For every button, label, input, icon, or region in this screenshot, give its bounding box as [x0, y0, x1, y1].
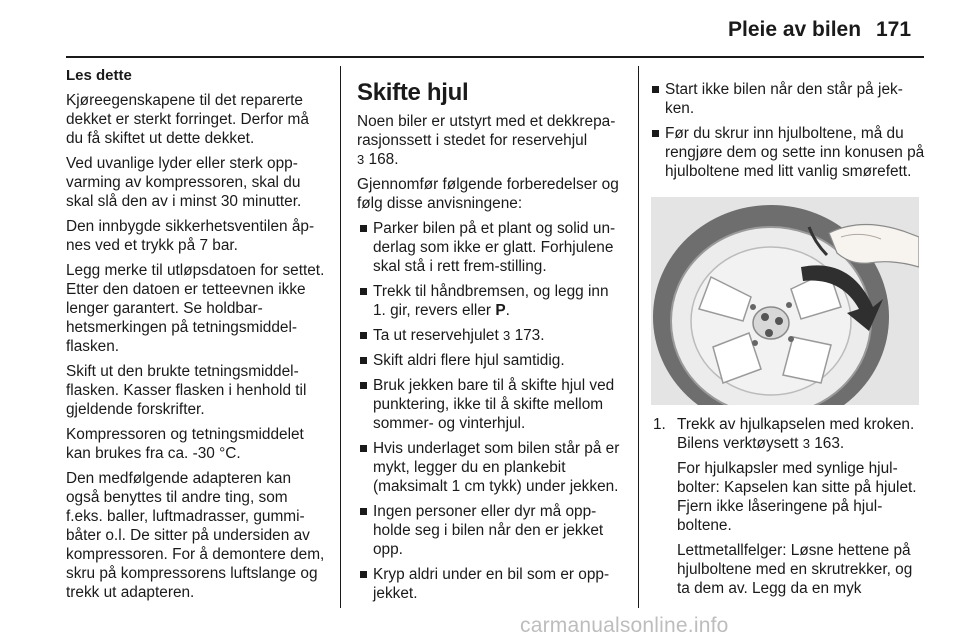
wheel-cover-illustration	[651, 197, 919, 405]
paragraph: Kjøreegenskapene til det reparerte dekket er sterkt forringet. Derfor må du få skiftet ut dette dekket.	[66, 92, 309, 147]
intro-text: Noen biler er utstyrt med et dekkreparasjonssett i stedet for reservehjul	[357, 113, 616, 149]
column-1	[66, 66, 328, 608]
column-divider-1	[340, 66, 341, 608]
column-2	[357, 80, 623, 609]
bullet-item: Start ikke bilen når den står på jekken.	[649, 80, 925, 118]
note-heading: Les dette	[66, 67, 132, 84]
bullet-item: Før du skrur inn hjulboltene, må du rengjøre dem og sette inn konusen på hjulboltene med litt vanlig smørefett.	[649, 124, 925, 181]
step-paragraph: For hjulkapsler med synlige hjulbolter: Kapselen kan sitte på hjulet. Fjern ikke låseringene på hjulboltene.	[677, 460, 917, 534]
bullet-item: Kryp aldri under en bil som er oppjekket.	[357, 565, 623, 603]
column-3	[649, 80, 925, 604]
header-rule	[66, 56, 924, 58]
header-title: Pleie av bilen	[728, 18, 862, 41]
intro-paragraph	[357, 112, 623, 169]
step-paragraph: Lettmetallfelger: Løsne hettene på hjulboltene med en skrutrekker, og ta dem av. Legg da en myk	[677, 542, 913, 597]
step-1	[649, 415, 925, 598]
page-reference-link[interactable]: 168.	[368, 151, 399, 168]
page-reference-link[interactable]: 173.	[514, 327, 545, 344]
step-text: Trekk av hjulkapselen med kroken. Bilens verktøysett 3 163.	[677, 416, 915, 452]
reference-arrow-icon: 3	[357, 152, 365, 167]
step-number: 1.	[653, 416, 666, 433]
watermark: carmanualsonline.info	[520, 614, 729, 637]
section-heading: Skifte hjul	[357, 79, 469, 106]
paragraph: Skift ut den brukte tetningsmiddelflasken. Kasser flasken i henhold til gjeldende forskrifter.	[66, 363, 307, 418]
bullet-item: Ingen personer eller dyr må oppholde seg i bilen når den er jekket opp.	[357, 502, 623, 559]
column-divider-2	[638, 66, 639, 608]
bullet-item: Skift aldri flere hjul samtidig.	[357, 351, 623, 370]
bullet-item: Hvis underlaget som bilen står på er mykt, legger du en plankebit (maksimalt 1 cm tykk) under jekken.	[357, 439, 623, 496]
page-header	[0, 0, 960, 56]
bullet-item: Ta ut reservehjulet 3 173.	[357, 326, 623, 345]
wheel-cover-drawing	[651, 197, 919, 405]
page-reference-link[interactable]: 163.	[814, 435, 845, 452]
reference-arrow-icon: 3	[503, 328, 511, 343]
paragraph: Den innbygde sikkerhetsventilen åpnes ved et trykk på 7 bar.	[66, 218, 315, 254]
paragraph: Legg merke til utløpsdatoen for settet. Etter den datoen er tetteevnen ikke lenger garantert. Se holdbarhetsmerkingen på tetningsmiddelflasken.	[66, 262, 325, 355]
paragraph: Ved uvanlige lyder eller sterk oppvarming av kompressoren, skal du skal slå den av i minst 30 minutter.	[66, 155, 302, 210]
bullet-item: Trekk til håndbremsen, og legg inn 1. gir, revers eller P.	[357, 282, 623, 320]
reference-arrow-icon: 3	[802, 436, 810, 451]
bullet-item: Parker bilen på et plant og solid underlag som ikke er glatt. Forhjulene skal stå i rett frem-stilling.	[357, 219, 623, 276]
gear-p-label: P	[495, 302, 506, 319]
page-number: 171	[876, 18, 912, 41]
lead-paragraph: Gjennomfør følgende forberedelser og følg disse anvisningene:	[357, 176, 619, 212]
bullet-item: Bruk jekken bare til å skifte hjul ved punktering, ikke til å skifte mellom sommer- og vinterhjul.	[357, 376, 623, 433]
paragraph: Kompressoren og tetningsmiddelet kan brukes fra ca. -30 °C.	[66, 426, 304, 462]
paragraph: Den medfølgende adapteren kan også benyttes til andre ting, som f.eks. baller, luftmadrasser, gummibåter o.l. De sitter på undersiden av kompressoren. For å demontere dem, skru på kompressorens luftslange og trekk ut adapteren.	[66, 470, 325, 601]
